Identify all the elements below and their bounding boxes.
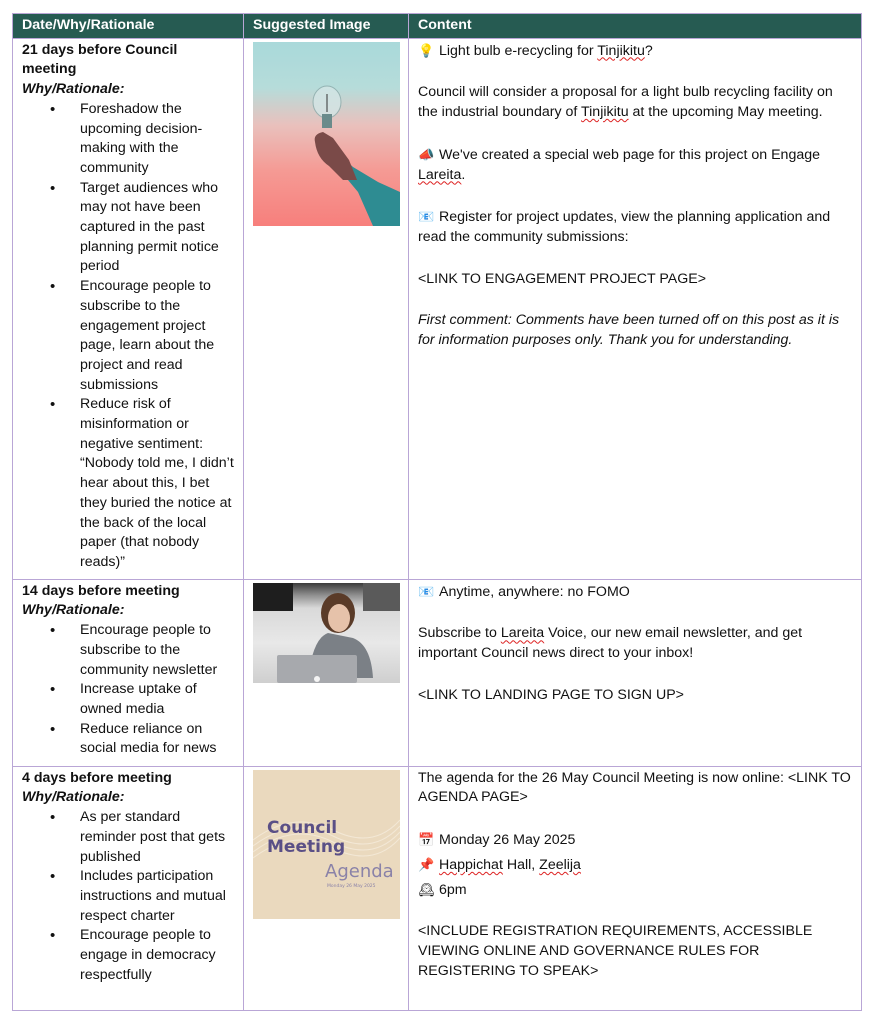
post-title: 📧 Anytime, anywhere: no FOMO — [418, 583, 630, 600]
reason-list — [22, 621, 234, 759]
instructions-placeholder: <INCLUDE REGISTRATION REQUIREMENTS, ACCESSIBLE VIEWING ONLINE AND GOVERNANCE RULES FOR REGISTERING TO SPEAK> — [418, 923, 813, 979]
post-title: 💡 Light bulb e-recycling for Tinjikitu? — [418, 42, 653, 59]
light-bulb-in-hand-photo — [253, 42, 400, 226]
link-placeholder: <LINK TO ENGAGEMENT PROJECT PAGE> — [418, 270, 707, 287]
why-label: Why/Rationale: — [22, 81, 125, 98]
rationale-cell — [13, 38, 244, 579]
content-cell — [409, 766, 862, 1010]
graphic-line-agenda: Agenda — [325, 860, 394, 882]
reason-item: • Foreshadow the upcoming decision-making with the community — [80, 100, 234, 179]
light-bulb-icon: 💡 — [418, 42, 435, 58]
graphic-line-date: Monday 26 May 2025 — [327, 883, 376, 889]
image-cell — [244, 38, 409, 579]
link-placeholder: <LINK TO LANDING PAGE TO SIGN UP> — [418, 686, 684, 703]
first-comment: First comment: Comments have been turned off on this post as it is for information purposes only. Thank you for understanding. — [418, 312, 840, 349]
timing-label: 4 days before meeting — [22, 769, 172, 786]
timing-label: 21 days before Council meeting — [22, 41, 178, 78]
meeting-time: 🕰 6pm — [418, 881, 467, 898]
reason-list — [22, 100, 234, 573]
reason-item: • Includes participation instructions and mutual respect charter — [80, 867, 234, 926]
image-cell — [244, 579, 409, 766]
post-paragraph: 📧 Register for project updates, view the planning application and read the community submissions: — [418, 209, 831, 245]
post-paragraph: Subscribe to Lareita Voice, our new email newsletter, and get important Council news direct to your inbox! — [418, 625, 803, 662]
header-content: Content — [409, 14, 862, 39]
megaphone-icon: 📣 — [418, 146, 435, 162]
place-name: Tinjikitu — [597, 42, 645, 59]
table-row — [13, 766, 862, 1010]
header-suggested-image: Suggested Image — [244, 14, 409, 39]
meeting-date: 📅 Monday 26 May 2025 — [418, 832, 576, 849]
council-meeting-agenda-graphic — [253, 770, 400, 919]
content-cell — [409, 38, 862, 579]
reason-item: • Target audiences who may not have been captured in the past planning permit notice period — [80, 179, 234, 278]
post-paragraph: 📣 We've created a special web page for this project on Engage Lareita. — [418, 146, 821, 183]
reason-item: • As per standard reminder post that gets published — [80, 808, 234, 867]
place-name: Lareita — [500, 625, 545, 642]
rationale-cell — [13, 766, 244, 1010]
reason-item: • Increase uptake of owned media — [80, 680, 234, 719]
pushpin-icon: 📌 — [418, 856, 435, 872]
graphic-line-meeting: Meeting — [267, 836, 346, 857]
table-row — [13, 38, 862, 579]
reason-list — [22, 808, 234, 985]
post-paragraph: The agenda for the 26 May Council Meeting is now online: <LINK TO AGENDA PAGE> — [418, 769, 851, 806]
calendar-icon: 📅 — [418, 832, 435, 848]
image-cell — [244, 766, 409, 1010]
why-label: Why/Rationale: — [22, 789, 125, 806]
post-paragraph: Council will consider a proposal for a light bulb recycling facility on the industrial boundary of Tinjikitu at the upcoming May meeting. — [418, 84, 833, 121]
table-row — [13, 579, 862, 766]
header-date-why-rationale: Date/Why/Rationale — [13, 14, 244, 39]
email-icon: 📧 — [418, 209, 435, 225]
why-label: Why/Rationale: — [22, 602, 125, 619]
meeting-venue: 📌 Happichat Hall, Zeelija — [418, 856, 581, 873]
reason-item: • Encourage people to subscribe to the engagement project page, learn about the project and read submissions — [80, 277, 234, 395]
place-name: Tinjikitu — [581, 104, 629, 121]
content-cell — [409, 579, 862, 766]
clock-icon: 🕰 — [418, 881, 435, 897]
reason-item: • Reduce reliance on social media for news — [80, 720, 234, 759]
reason-item: • Encourage people to engage in democracy respectfully — [80, 926, 234, 985]
graphic-line-council: Council — [267, 817, 338, 838]
rationale-cell — [13, 579, 244, 766]
social-media-plan-table — [12, 13, 862, 1011]
header-row — [13, 14, 862, 39]
email-icon: 📧 — [418, 583, 435, 599]
reason-item: • Reduce risk of misinformation or negative sentiment: “Nobody told me, I didn’t hear about this, I bet they buried the notice at the back of the local paper (that nobody reads)” — [80, 395, 234, 572]
timing-label: 14 days before meeting — [22, 582, 180, 599]
place-name: Lareita — [418, 166, 462, 183]
woman-with-laptop-photo — [253, 583, 400, 683]
reason-item: • Encourage people to subscribe to the community newsletter — [80, 621, 234, 680]
light-bulb-icon — [253, 42, 400, 226]
